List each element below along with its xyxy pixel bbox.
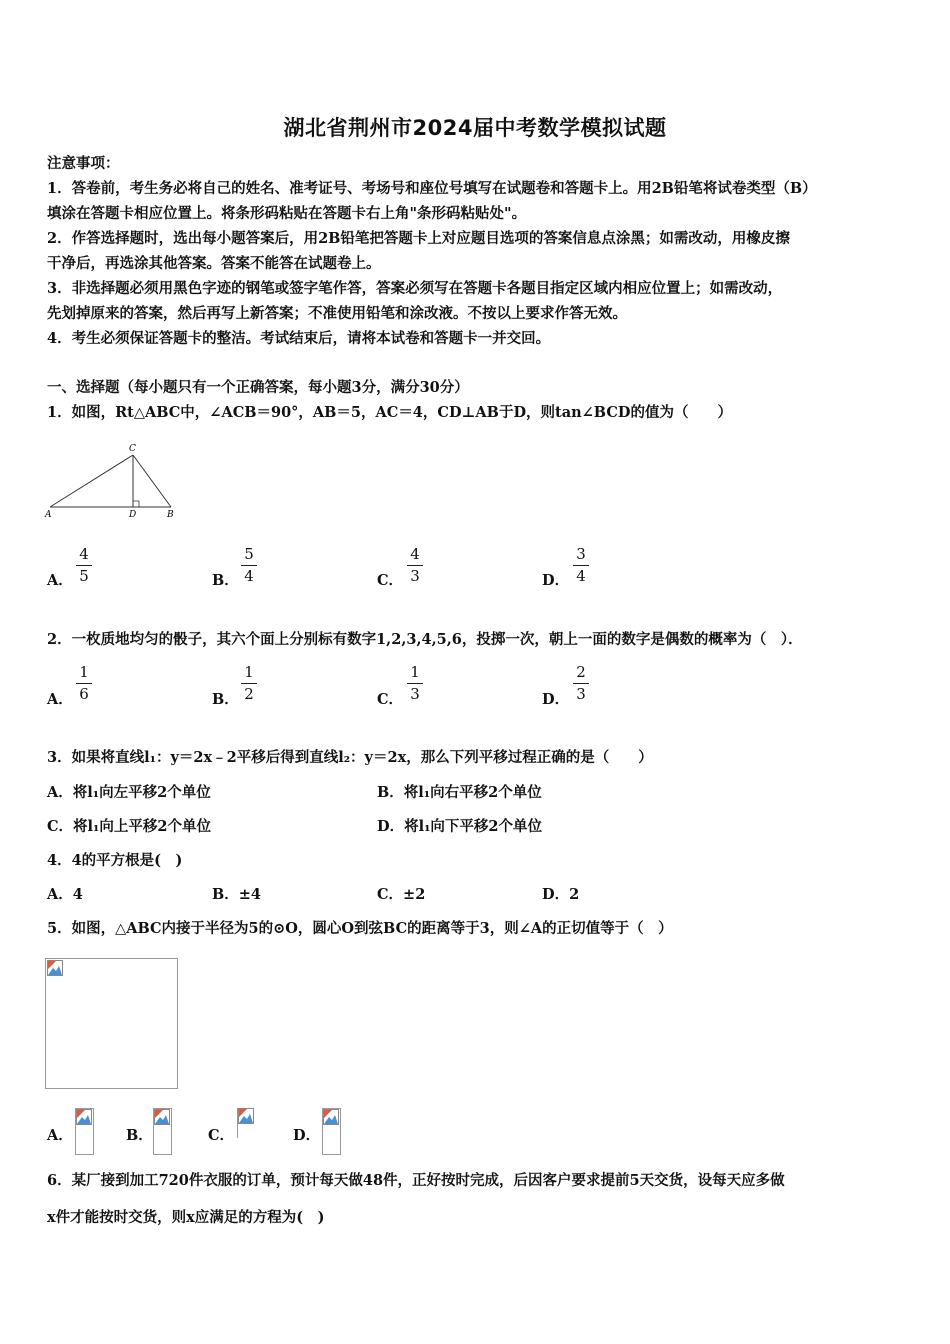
q5-option-c-broken-image [237,1108,255,1138]
q1-option-b-label: B． [212,572,239,589]
q5-stem: 5．如图，△ABC内接于半径为5的⊙O，圆心O到弦BC的距离等于3，则∠A的正切值等于（ ） [47,920,673,937]
q1-label-a: A [45,510,52,520]
q3-stem: 3．如果将直线l₁：y＝2x﹣2平移后得到直线l₂：y＝2x，那么下列平移过程正确的是（ ） [47,749,653,766]
q4-option-b: B．±4 [212,886,261,903]
q2-option-d-label: D． [542,691,570,708]
q1-label-c: C [129,444,136,454]
q5-option-d-label: D． [293,1127,321,1144]
q5-option-d-broken-image [322,1108,341,1155]
notice-line: 4．考生必须保证答题卡的整洁。考试结束后，请将本试卷和答题卡一并交回。 [47,330,551,347]
q4-option-c: C．±2 [377,886,426,903]
q2-option-a-label: A． [47,691,73,708]
q3-option-a: A．将l₁向左平移2个单位 [47,784,211,801]
q2-option-d-fraction: 2 3 [572,663,590,704]
q5-figure-broken-image [45,958,178,1089]
q4-option-a: A．4 [47,886,83,903]
q4-option-d: D．2 [542,886,580,903]
notice-line: 干净后，再选涂其他答案。答案不能答在试题卷上。 [47,255,381,272]
q2-stem: 2．一枚质地均匀的骰子，其六个面上分别标有数字1,2,3,4,5,6，投掷一次，朝上一面的数字是偶数的概率为（ ）． [47,631,803,648]
q2-option-c-label: C． [377,691,404,708]
q1-option-a-fraction: 4 5 [75,545,93,586]
q1-stem: 1．如图，Rt△ABC中，∠ACB＝90°，AB＝5，AC＝4，CD⊥AB于D，则tan∠BCD的值为（ ） [47,404,732,421]
notice-line: 2．作答选择题时，选出每小题答案后，用2B铅笔把答题卡上对应题目选项的答案信息点涂黑；如需改动，用橡皮擦 [47,230,790,247]
q2-option-b-fraction: 1 2 [240,663,258,704]
broken-image-icon [76,1109,92,1125]
q5-option-c-label: C． [208,1127,235,1144]
q2-option-a-fraction: 1 6 [75,663,93,704]
broken-image-icon [238,1108,254,1124]
q6-stem-line1: 6．某厂接到加工720件衣服的订单，预计每天做48件，正好按时完成，后因客户要求提前5天交货，设每天应多做 [47,1172,785,1189]
broken-image-icon [47,960,63,976]
q2-option-b-label: B． [212,691,239,708]
q2-option-c-fraction: 1 3 [406,663,424,704]
q1-option-a-label: A． [47,572,73,589]
q1-option-d-fraction: 3 4 [572,545,590,586]
notice-line: 1．答卷前，考生务必将自己的姓名、准考证号、考场号和座位号填写在试题卷和答题卡上。用2B铅笔将试卷类型（B） [47,180,817,197]
notice-line: 先划掉原来的答案，然后再写上新答案；不准使用铅笔和涂改液。不按以上要求作答无效。 [47,305,627,322]
broken-image-icon [154,1109,170,1125]
q4-stem: 4．4的平方根是( ) [47,852,183,869]
q1-label-d: D [129,510,137,520]
notice-heading: 注意事项： [47,155,120,172]
q1-triangle-figure [44,440,179,520]
q5-option-b-label: B． [126,1127,153,1144]
q1-option-b-fraction: 5 4 [240,545,258,586]
q3-option-b: B．将l₁向右平移2个单位 [377,784,542,801]
page-title: 湖北省荆州市2024届中考数学模拟试题 [283,116,667,140]
q3-option-d: D．将l₁向下平移2个单位 [377,818,543,835]
q5-option-a-broken-image [75,1108,94,1155]
q5-option-a-label: A． [47,1127,73,1144]
q1-option-c-fraction: 4 3 [406,545,424,586]
q1-option-c-label: C． [377,572,404,589]
broken-image-icon [323,1109,339,1125]
q6-stem-line2: x件才能按时交货，则x应满足的方程为( ) [47,1209,325,1226]
notice-line: 3．非选择题必须用黑色字迹的钢笔或签字笔作答，答案必须写在答题卡各题目指定区域内相应位置上；如需改动， [47,280,783,297]
notice-line: 填涂在答题卡相应位置上。将条形码粘贴在答题卡右上角"条形码粘贴处"。 [47,205,527,222]
q1-label-b: B [167,510,174,520]
q5-option-b-broken-image [153,1108,172,1155]
section-heading: 一、选择题（每小题只有一个正确答案，每小题3分，满分30分） [47,379,469,396]
q1-option-d-label: D． [542,572,570,589]
q3-option-c: C．将l₁向上平移2个单位 [47,818,211,835]
